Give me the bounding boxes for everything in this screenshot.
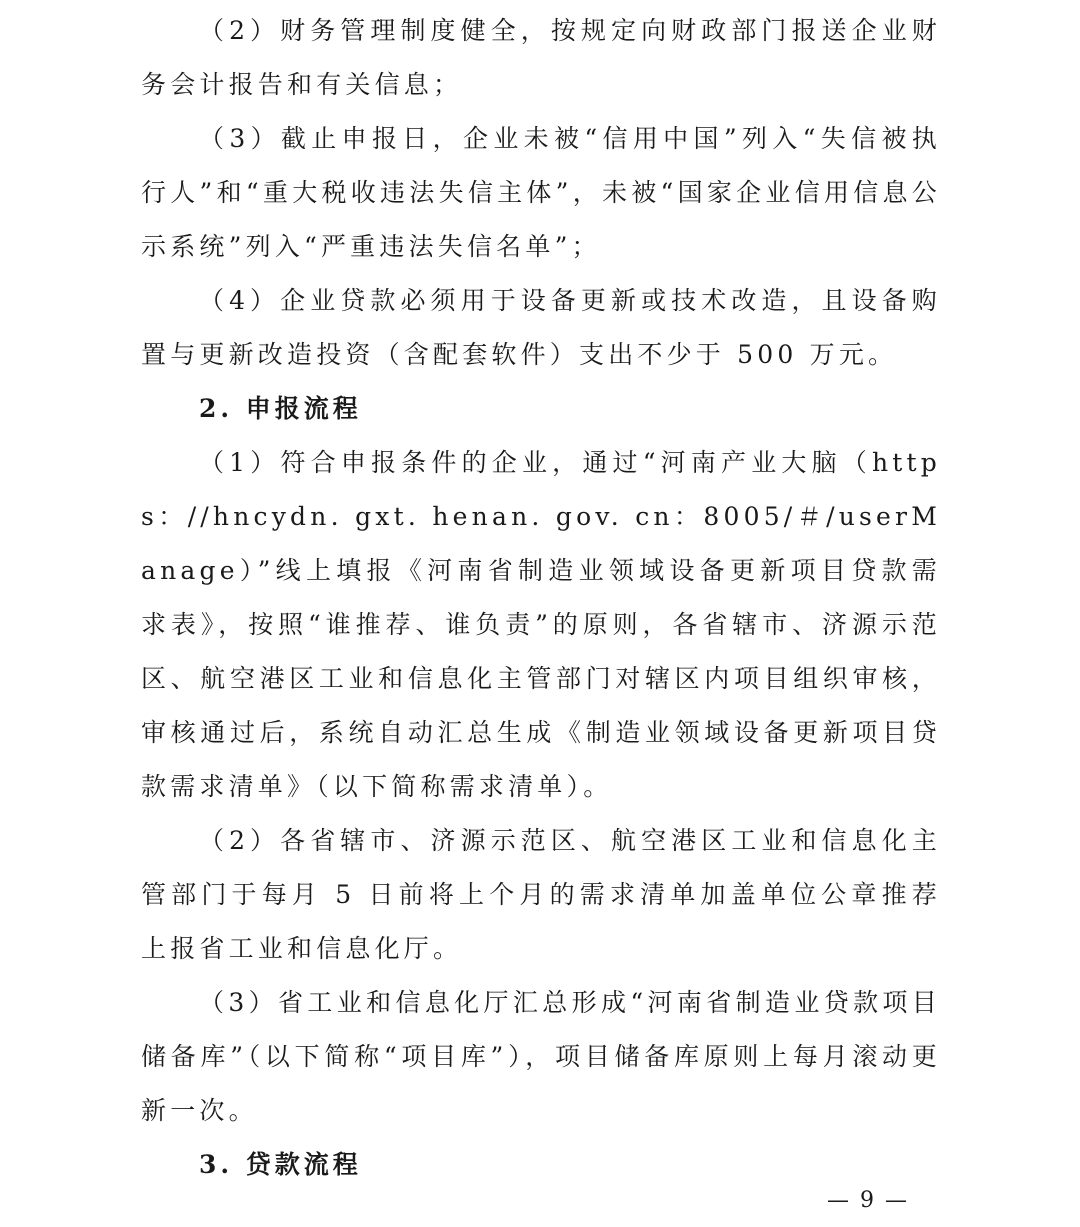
- paragraph-credit-requirement: （3）截止申报日，企业未被“信用中国”列入“失信被执行人”和“重大税收违法失信主体”，未被“国家企业信用信息公示系统”列入“严重违法失信名单”；: [141, 124, 941, 261]
- page-number: — 9 —: [827, 1188, 909, 1213]
- paragraph-monthly-report: （2）各省辖市、济源示范区、航空港区工业和信息化主管部门于每月 5 日前将上个月的需求清单加盖单位公章推荐上报省工业和信息化厅。: [141, 826, 941, 963]
- paragraph-project-library: （3）省工业和信息化厅汇总形成“河南省制造业贷款项目储备库”（以下简称“项目库”），项目储备库原则上每月滚动更新一次。: [141, 988, 941, 1125]
- paragraph-financial-system: （2）财务管理制度健全，按规定向财政部门报送企业财务会计报告和有关信息；: [141, 16, 941, 99]
- paragraph-online-application: （1）符合申报条件的企业，通过“河南产业大脑（https：//hncydn. gxt. henan. gov. cn：8005/＃/userManage）”线上填报《河南省制造业领域设备更新项目贷款需求表》，按照“谁推荐、谁负责”的原则，各省辖市、济源示范区、航空港区工业和信息化主管部门对辖区内项目组织审核，审核通过后，系统自动汇总生成《制造业领域设备更新项目贷款需求清单》（以下简称需求清单）。: [141, 448, 941, 801]
- section-heading-application-process: 2. 申报流程: [199, 394, 362, 423]
- paragraph-loan-usage: （4）企业贷款必须用于设备更新或技术改造，且设备购置与更新改造投资（含配套软件）支出不少于 500 万元。: [141, 286, 941, 369]
- section-heading-loan-process: 3. 贷款流程: [199, 1150, 362, 1179]
- document-body: [141, 4, 941, 1192]
